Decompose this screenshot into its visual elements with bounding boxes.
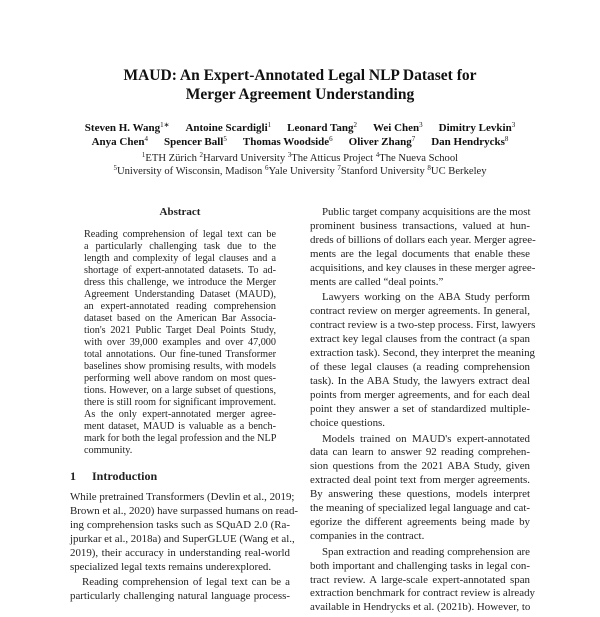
text-line: extracted deal point text from merger agreements. xyxy=(310,474,530,487)
affiliation-mark: 5 xyxy=(113,163,117,172)
author-affiliation-mark: 3 xyxy=(419,121,423,129)
author-name: Steven H. Wang xyxy=(84,122,161,134)
author-affiliation-mark: 5 xyxy=(223,135,227,143)
affiliation-mark: 8 xyxy=(427,163,431,172)
abstract-line: baselines show promising results, with models xyxy=(84,361,276,372)
affiliations xyxy=(0,153,600,178)
abstract-line: tions. However, on a large subset of questions, xyxy=(84,385,276,396)
abstract-line: performing well above random on most ques- xyxy=(84,373,276,384)
affiliation-name: Yale University xyxy=(268,165,335,177)
affiliation-name: The Atticus Project xyxy=(291,153,374,164)
right-column-text xyxy=(310,206,536,617)
paragraph xyxy=(310,291,536,430)
abstract-line: ment dataset, MAUD is valuable as a bench- xyxy=(84,421,276,432)
author-name: Leonard Tang xyxy=(287,122,354,134)
author xyxy=(164,136,227,148)
paragraph xyxy=(310,545,535,616)
text-line: point they answer a set of standardized multiple- xyxy=(310,402,530,415)
abstract-body xyxy=(84,229,276,457)
paper-title xyxy=(0,66,600,104)
paragraph xyxy=(70,491,299,574)
text-line: contract review on merger agreements. In general, xyxy=(310,305,530,318)
affiliation-mark: 4 xyxy=(375,151,380,159)
abstract-line: there is still room for significant improvement. xyxy=(84,397,276,408)
text-line: both important and challenging tasks in legal con- xyxy=(310,559,530,572)
text-line: choice questions. xyxy=(310,416,386,429)
text-line: prominent business transactions, valued at hun- xyxy=(310,219,530,232)
abstract-line: Agreement Understanding Dataset (MAUD), xyxy=(84,289,276,300)
section-title: Introduction xyxy=(92,469,158,483)
author xyxy=(373,122,423,134)
text-line: extraction task). Second, they interpret the meaning xyxy=(310,347,535,360)
text-line: specialized legal texts remains underexplored. xyxy=(70,560,272,573)
abstract-heading: Abstract xyxy=(159,206,201,218)
text-line: jpurkar et al., 2018a) and SuperGLUE (Wang et al., xyxy=(70,532,295,545)
abstract-line: tion's 2021 Public Target Deal Points Study, xyxy=(84,325,276,336)
author xyxy=(85,122,170,134)
text-line: Brown et al., 2020) have surpassed humans on read- xyxy=(70,504,299,517)
text-line: Public target company acquisitions are the most xyxy=(322,206,531,218)
introduction-left-column xyxy=(70,491,299,606)
section-number: 1 xyxy=(70,469,76,483)
author-name: Thomas Woodside xyxy=(242,136,330,148)
abstract-line: mark for both the legal profession and the NLP xyxy=(84,433,277,444)
affiliation-mark: 6 xyxy=(264,163,269,172)
affiliation-mark: 7 xyxy=(337,163,341,172)
abstract-line: community. xyxy=(84,445,133,456)
text-line: contract review is a two-step process. First, lawyers xyxy=(310,319,536,332)
author-row xyxy=(0,121,600,135)
text-line: dreds of billions of dollars each year. Merger agree- xyxy=(310,233,536,246)
text-line: ing comprehension tasks such as SQuAD 2.0 (Ra- xyxy=(70,518,290,531)
author xyxy=(243,136,333,148)
author-name: Dan Hendrycks xyxy=(431,136,505,148)
abstract-line: dress this challenge, we introduce the Merger xyxy=(84,277,276,288)
author xyxy=(431,136,508,148)
author-affiliation-mark: 4 xyxy=(144,135,148,143)
text-line: sion questions from the 2021 ABA Study, given xyxy=(310,460,530,473)
author-row xyxy=(0,135,600,149)
affiliation-name: ETH Zürich xyxy=(145,153,197,164)
affiliation-mark: 2 xyxy=(199,151,204,159)
title-line: Merger Agreement Understanding xyxy=(185,86,415,103)
abstract-line: shortage of expert-annotated datasets. To ad- xyxy=(84,265,276,276)
author xyxy=(287,122,357,134)
text-line: points from merger agreements, and for each deal xyxy=(310,388,530,401)
author-affiliation-mark: 8 xyxy=(504,135,509,143)
abstract-line: Reading comprehension of legal text can be xyxy=(84,229,276,240)
text-line: Span extraction and reading comprehension are xyxy=(322,545,530,558)
author-name: Spencer Ball xyxy=(163,136,224,148)
author xyxy=(439,122,516,134)
affiliation-name: The Nueva School xyxy=(379,153,459,164)
author-name: Dimitry Levkin xyxy=(438,122,512,134)
affiliation-row xyxy=(0,153,600,166)
affiliation-name: UC Berkeley xyxy=(430,165,487,177)
text-line: ments are the legal documents that enable these xyxy=(310,247,530,260)
author xyxy=(92,136,148,148)
paragraph xyxy=(310,206,536,289)
text-line: Reading comprehension of legal text can be a xyxy=(82,576,290,589)
text-line: particularly challenging natural language process- xyxy=(70,590,290,603)
author-name: Oliver Zhang xyxy=(348,136,412,148)
abstract-line: total annotations. Our fine-tuned Transformer xyxy=(84,349,276,360)
abstract-line: dataset based on the American Bar Associa- xyxy=(84,313,276,324)
author-list xyxy=(0,121,600,149)
text-line: available in Hendrycks et al. (2021b). However, to xyxy=(310,601,531,614)
affiliation-row xyxy=(0,163,600,179)
text-line: Models trained on MAUD's expert-annotated xyxy=(322,432,530,445)
author-affiliation-mark: 2 xyxy=(353,121,357,129)
author xyxy=(349,136,416,148)
affiliation-name: University of Wisconsin, Madison xyxy=(116,165,263,177)
author-affiliation-mark: 3 xyxy=(511,121,516,129)
text-line: data can learn to answer 92 reading comprehen- xyxy=(310,446,530,459)
abstract-line: a particularly challenging task due to the xyxy=(84,241,276,252)
text-line: Lawyers working on the ABA Study perform xyxy=(322,291,530,304)
affiliation-mark: 1 xyxy=(141,151,146,159)
affiliation-name: Harvard University xyxy=(203,153,286,164)
affiliation-name: Stanford University xyxy=(340,165,425,177)
author-name: Wei Chen xyxy=(373,122,420,134)
text-line: egorize the different agreements being made by xyxy=(310,515,530,528)
author-name: Antoine Scardigli xyxy=(185,122,268,134)
section-heading xyxy=(70,469,173,483)
abstract-line: with over 39,000 examples and over 47,000 xyxy=(84,337,276,348)
abstract-line: As the only expert-annotated merger agree- xyxy=(84,409,276,420)
author-affiliation-mark: 7 xyxy=(411,135,416,143)
text-line: task). In the ABA Study, the lawyers extract deal xyxy=(310,374,530,387)
text-line: the meaning of specialized legal language and cat- xyxy=(310,502,530,515)
author-name: Anya Chen xyxy=(91,136,145,148)
text-line: of these legal clauses (a reading comprehension xyxy=(310,360,530,373)
title-line: MAUD: An Expert-Annotated Legal NLP Dataset for xyxy=(123,67,477,84)
author-affiliation-mark: 1 xyxy=(267,121,272,129)
text-line: extraction benchmark for contract review is already xyxy=(310,587,535,600)
author-affiliation-mark: 1∗ xyxy=(160,121,170,129)
text-line: tract review. A large-scale expert-annotated span xyxy=(310,573,530,586)
author-affiliation-mark: 6 xyxy=(329,135,333,143)
abstract-line: length and complexity of legal clauses and a xyxy=(84,253,276,264)
text-line: ments are called “deal points.” xyxy=(310,275,444,288)
text-line: While pretrained Transformers (Devlin et al., 2019; xyxy=(70,491,295,503)
affiliation-mark: 3 xyxy=(287,151,292,159)
text-line: extract key legal clauses from the contract (a span xyxy=(310,333,530,346)
text-line: acquisitions, and key clauses in these merger agree- xyxy=(310,261,536,274)
paragraph xyxy=(70,576,290,604)
text-line: By answering these questions, models interpret xyxy=(310,488,530,501)
text-line: 2019), their accuracy in understanding real-world xyxy=(70,546,290,559)
abstract-line: an expert-annotated reading comprehension xyxy=(84,301,276,312)
paragraph xyxy=(310,433,530,544)
text-line: companies in the contract. xyxy=(310,529,425,542)
author xyxy=(185,122,271,134)
